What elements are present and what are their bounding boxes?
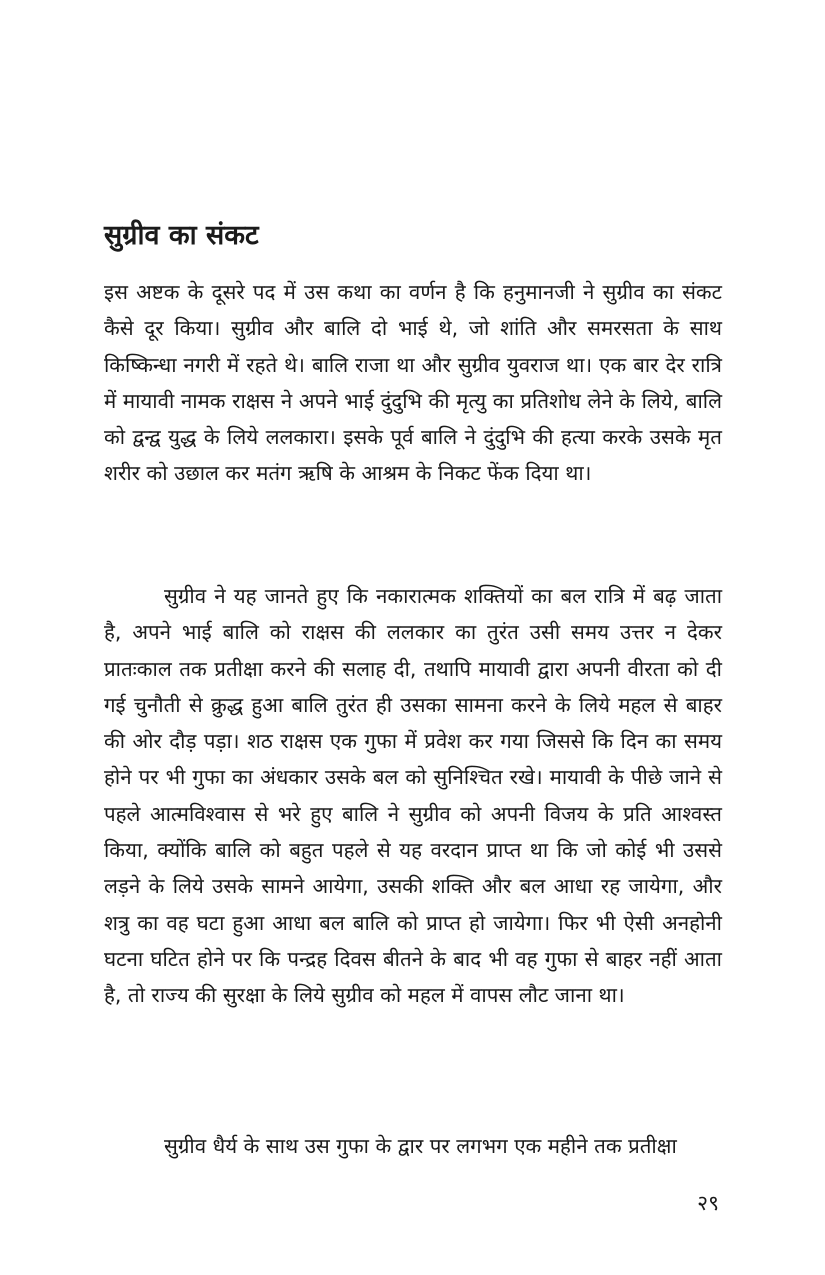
paragraph-2: सुग्रीव ने यह जानते हुए कि नकारात्मक शक्तियों का बल रात्रि में बढ़ जाता है, अपने भाई बालि को राक्षस की ललकार का तुरंत उसी समय उत्तर न देकर प्रातःकाल तक प्रतीक्षा करने की सलाह दी, तथापि मायावी द्वारा अपनी वीरता को दी गई चुनौती से क्रुद्ध हुआ बालि तुरंत ही उसका सामना करने के लिये महल से बाहर की ओर दौड़ पड़ा। शठ राक्षस एक गुफा में प्रवेश कर गया जिससे कि दिन का समय होने पर भी गुफा का अंधकार उसके बल को सुनिश्चित रखे। मायावी के पीछे जाने से पहले आत्मविश्वास से भरे हुए बालि ने सुग्रीव को अपनी विजय के प्रति आश्वस्त किया, क्योंकि बालि को बहुत पहले से यह वरदान प्राप्त था कि जो कोई भी उससे लड़ने के लिये उसके सामने आयेगा, उसकी शक्ति और बल आधा रह जायेगा, और शत्रु का वह घटा हुआ आधा बल बालि को प्राप्त हो जायेगा। फिर भी ऐसी अनहोनी घटना घटित होने पर कि पन्द्रह दिवस बीतने के बाद भी वह गुफा से बाहर नहीं आता है, तो राज्य की सुरक्षा के लिये सुग्रीव को महल में वापस लौट जाना था। [104, 584, 722, 1008]
paragraph-1: इस अष्टक के दूसरे पद में उस कथा का वर्णन है कि हनुमानजी ने सुग्रीव का संकट कैसे दूर किया। सुग्रीव और बालि दो भाई थे, जो शांति और समरसता के साथ किष्किन्धा नगरी में रहते थे। बालि राजा था और सुग्रीव युवराज था। एक बार देर रात्रि में मायावी नामक राक्षस ने अपने भाई दुंदुभि की मृत्यु का प्रतिशोध लेने के लिये, बालि को द्वन्द्व युद्ध के लिये ललकारा। इसके पूर्व बालि ने दुंदुभि की हत्या करके उसके मृत शरीर को उछाल कर मतंग ऋषि के आश्रम के निकट फेंक दिया था। [104, 280, 722, 486]
section-heading: सुग्रीव का संकट [104, 220, 259, 251]
page-number: २९ [697, 1191, 719, 1215]
paragraph-3: सुग्रीव धैर्य के साथ उस गुफा के द्वार पर लगभग एक महीने तक प्रतीक्षा [164, 1134, 677, 1158]
